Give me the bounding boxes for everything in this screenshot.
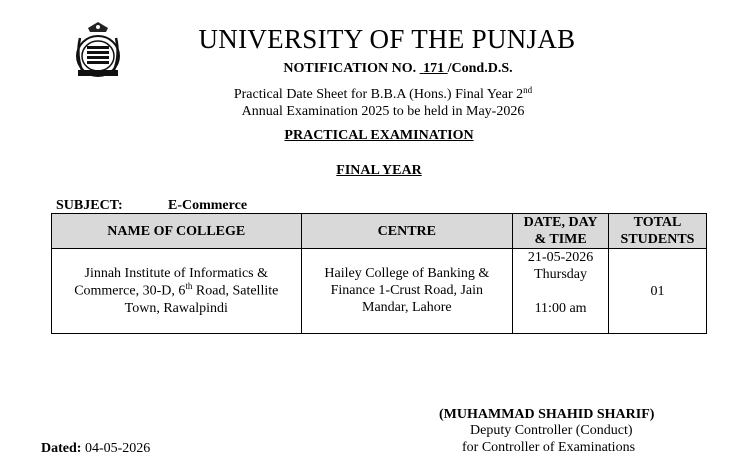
notification-prefix: NOTIFICATION NO. [283,61,417,76]
cell-date-day-time [513,249,609,334]
subject-label: SUBJECT: [56,198,123,213]
notification-number [0,61,736,77]
table-row [52,249,707,334]
cell-college: Jinnah Institute of Informatics & Commerce, 30-D, 6th Road, Satellite Town, Rawalpindi [52,249,302,334]
signatory-title: Deputy Controller (Conduct) [470,423,633,438]
signatory-name: (MUHAMMAD SHAHID SHARIF) [439,407,655,422]
signatory-office: for Controller of Examinations [462,440,636,455]
exam-time: 11:00 am [534,301,587,316]
description-line-2: Annual Examination 2025 to be held in May-2026 [241,104,525,119]
table-header-row [52,214,707,249]
date-sheet-table [51,213,707,334]
cell-centre: Hailey College of Banking & Finance 1-Crust Road, Jain Mandar, Lahore [301,249,513,334]
dated: Dated: 04-05-2026 [41,441,151,456]
notification-number-value: 171 [423,61,445,76]
subject-value: E-Commerce [168,198,248,213]
year-title: FINAL YEAR [336,163,422,178]
exam-title: PRACTICAL EXAMINATION [284,128,474,143]
header-college: NAME OF COLLEGE [52,214,302,249]
university-title: UNIVERSITY OF THE PUNJAB [198,24,576,54]
date-sheet-description [0,86,736,120]
notification-suffix: /Cond.D.S. [447,61,513,76]
description-line-1: Practical Date Sheet for B.B.A (Hons.) Final Year 2nd [233,85,533,102]
header-date-day-time: DATE, DAY & TIME [513,214,609,249]
exam-day: Thursday [534,267,588,282]
header-centre: CENTRE [301,214,513,249]
cell-total-students: 01 [609,249,707,334]
header-total-students: TOTAL STUDENTS [609,214,707,249]
exam-date: 21-05-2026 [527,250,594,265]
